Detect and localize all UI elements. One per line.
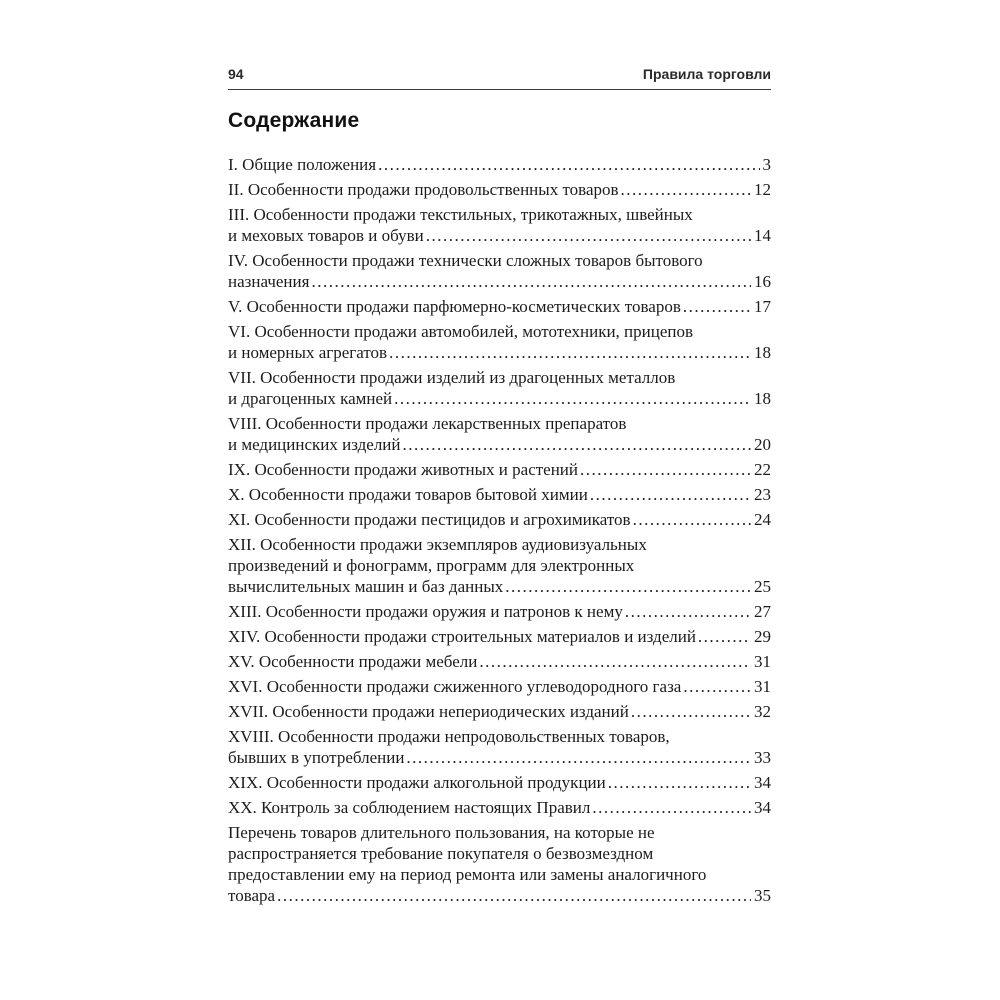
toc-entry: [228, 321, 771, 363]
toc-entry: [228, 726, 771, 768]
toc-entry-lastline: [228, 342, 771, 363]
toc-page-number: 33: [754, 748, 771, 767]
toc-entry-lastline: [228, 225, 771, 246]
toc-entry-text-line: VII. Особенности продажи изделий из драгоценных металлов: [228, 368, 676, 387]
toc-page-number: 18: [754, 389, 771, 408]
dot-leader: [631, 701, 751, 722]
toc-entry-text: товара: [228, 886, 276, 905]
toc-entry: [228, 250, 771, 292]
toc-entry-text: XIV. Особенности продажи строительных материалов и изделий: [228, 627, 696, 646]
toc-entry-text-line: произведений и фонограмм, программ для электронных: [228, 556, 635, 575]
toc-entry: [228, 204, 771, 246]
toc-entry-text: XI. Особенности продажи пестицидов и агрохимикатов: [228, 510, 631, 529]
toc-entry-lastline: [228, 797, 771, 818]
toc-entry-text: IX. Особенности продажи животных и растений: [228, 460, 579, 479]
toc-entry-lastline: [228, 772, 771, 793]
toc-entry: [228, 459, 771, 480]
toc-entry-lastline: [228, 388, 771, 409]
toc-entry-text-line: VIII. Особенности продажи лекарственных препаратов: [228, 414, 627, 433]
dot-leader: [394, 388, 751, 409]
toc-entry-text-line: XVIII. Особенности продажи непродовольственных товаров,: [228, 727, 670, 746]
toc-entry-text-line: предоставлении ему на период ремонта или замены аналогичного: [228, 865, 707, 884]
toc-entry: [228, 701, 771, 722]
toc-entry-text-line: III. Особенности продажи текстильных, трикотажных, швейных: [228, 205, 693, 224]
toc-entry-text: бывших в употреблении: [228, 748, 405, 767]
dot-leader: [698, 626, 751, 647]
dot-leader: [389, 342, 751, 363]
toc-page-number: 12: [754, 180, 771, 199]
dot-leader: [426, 225, 751, 246]
page-title: Содержание: [228, 109, 360, 132]
toc-entry: [228, 509, 771, 530]
page-number: 94: [228, 66, 244, 82]
toc-entry-text: XV. Особенности продажи мебели: [228, 652, 478, 671]
toc-entry: [228, 413, 771, 455]
toc-page-number: 31: [754, 652, 771, 671]
toc-page-number: 34: [754, 773, 771, 792]
toc-entry-text: V. Особенности продажи парфюмерно-косметических товаров: [228, 297, 681, 316]
toc-page-number: 16: [754, 272, 771, 291]
toc-entry-lastline: [228, 271, 771, 292]
toc-page-number: 34: [754, 798, 771, 817]
toc-entry-text: вычислительных машин и баз данных: [228, 577, 504, 596]
dot-leader: [621, 179, 751, 200]
toc-page-number: 25: [754, 577, 771, 596]
toc-entry-lastline: [228, 459, 771, 480]
toc-entry: [228, 367, 771, 409]
toc-entry-text-line: IV. Особенности продажи технически сложных товаров бытового: [228, 251, 703, 270]
toc-entry-lastline: [228, 626, 771, 647]
toc-entry: [228, 676, 771, 697]
toc-entry-lastline: [228, 296, 771, 317]
toc-entry-lastline: [228, 154, 771, 175]
toc-entry-text: и медицинских изделий: [228, 435, 401, 454]
toc-entry: [228, 651, 771, 672]
toc-entry-text: X. Особенности продажи товаров бытовой химии: [228, 485, 588, 504]
toc-page-number: 22: [754, 460, 771, 479]
dot-leader: [592, 797, 751, 818]
running-title: Правила торговли: [642, 66, 771, 82]
toc-entry: [228, 484, 771, 505]
dot-leader: [479, 651, 751, 672]
toc-entry-lastline: [228, 484, 771, 505]
dot-leader: [633, 509, 751, 530]
dot-leader: [378, 154, 759, 175]
toc-entry-lastline: [228, 179, 771, 200]
toc-entry: [228, 626, 771, 647]
toc-page-number: 23: [754, 485, 771, 504]
dot-leader: [683, 296, 751, 317]
page-content: [228, 66, 771, 910]
toc-page-number: 17: [754, 297, 771, 316]
toc-entry-lastline: [228, 676, 771, 697]
toc-entry: [228, 797, 771, 818]
toc-entry-text: II. Особенности продажи продовольственных товаров: [228, 180, 619, 199]
toc-entry: [228, 601, 771, 622]
toc-entry-text: и меховых товаров и обуви: [228, 226, 424, 245]
toc-entry-lastline: [228, 576, 771, 597]
toc-entry: [228, 179, 771, 200]
toc-entry-text: и номерных агрегатов: [228, 343, 388, 362]
toc-entry-text: I. Общие положения: [228, 155, 377, 174]
toc-entry-text-line: распространяется требование покупателя о безвозмездном: [228, 844, 654, 863]
toc-entry-text: и драгоценных камней: [228, 389, 393, 408]
toc-page-number: 20: [754, 435, 771, 454]
toc-page-number: 27: [754, 602, 771, 621]
dot-leader: [625, 601, 751, 622]
dot-leader: [406, 747, 751, 768]
toc-page-number: 35: [754, 886, 771, 905]
dot-leader: [580, 459, 751, 480]
toc-page-number: 24: [754, 510, 771, 529]
dot-leader: [608, 772, 751, 793]
toc-entry: [228, 296, 771, 317]
toc-page-number: 14: [754, 226, 771, 245]
toc-page-number: 31: [754, 677, 771, 696]
toc-entry-text: XIII. Особенности продажи оружия и патронов к нему: [228, 602, 623, 621]
toc-entry-lastline: [228, 747, 771, 768]
toc-entry-lastline: [228, 434, 771, 455]
dot-leader: [311, 271, 751, 292]
toc-entry-text: назначения: [228, 272, 310, 291]
toc-entry-lastline: [228, 509, 771, 530]
dot-leader: [683, 676, 751, 697]
toc-entry-lastline: [228, 701, 771, 722]
toc-entry-lastline: [228, 601, 771, 622]
toc-page-number: 32: [754, 702, 771, 721]
toc-page-number: 3: [762, 155, 771, 174]
toc-entry-text-line: Перечень товаров длительного пользования, на которые не: [228, 823, 655, 842]
toc-entry: [228, 822, 771, 906]
toc-entry-text: XIX. Особенности продажи алкогольной продукции: [228, 773, 606, 792]
dot-leader: [277, 885, 751, 906]
running-header: [228, 66, 771, 90]
dot-leader: [505, 576, 751, 597]
toc-entry-text: XVII. Особенности продажи непериодических изданий: [228, 702, 629, 721]
toc-entry: [228, 154, 771, 175]
toc-entry-lastline: [228, 651, 771, 672]
toc-page-number: 18: [754, 343, 771, 362]
toc-page-number: 29: [754, 627, 771, 646]
toc-entry: [228, 772, 771, 793]
toc-entry-text-line: VI. Особенности продажи автомобилей, мототехники, прицепов: [228, 322, 694, 341]
toc-entry: [228, 534, 771, 597]
toc-list: [228, 154, 771, 906]
toc-entry-text: XVI. Особенности продажи сжиженного углеводородного газа: [228, 677, 682, 696]
dot-leader: [403, 434, 752, 455]
toc-entry-text-line: XII. Особенности продажи экземпляров аудиовизуальных: [228, 535, 647, 554]
toc-entry-lastline: [228, 885, 771, 906]
toc-entry-text: XX. Контроль за соблюдением настоящих Правил: [228, 798, 591, 817]
dot-leader: [590, 484, 751, 505]
